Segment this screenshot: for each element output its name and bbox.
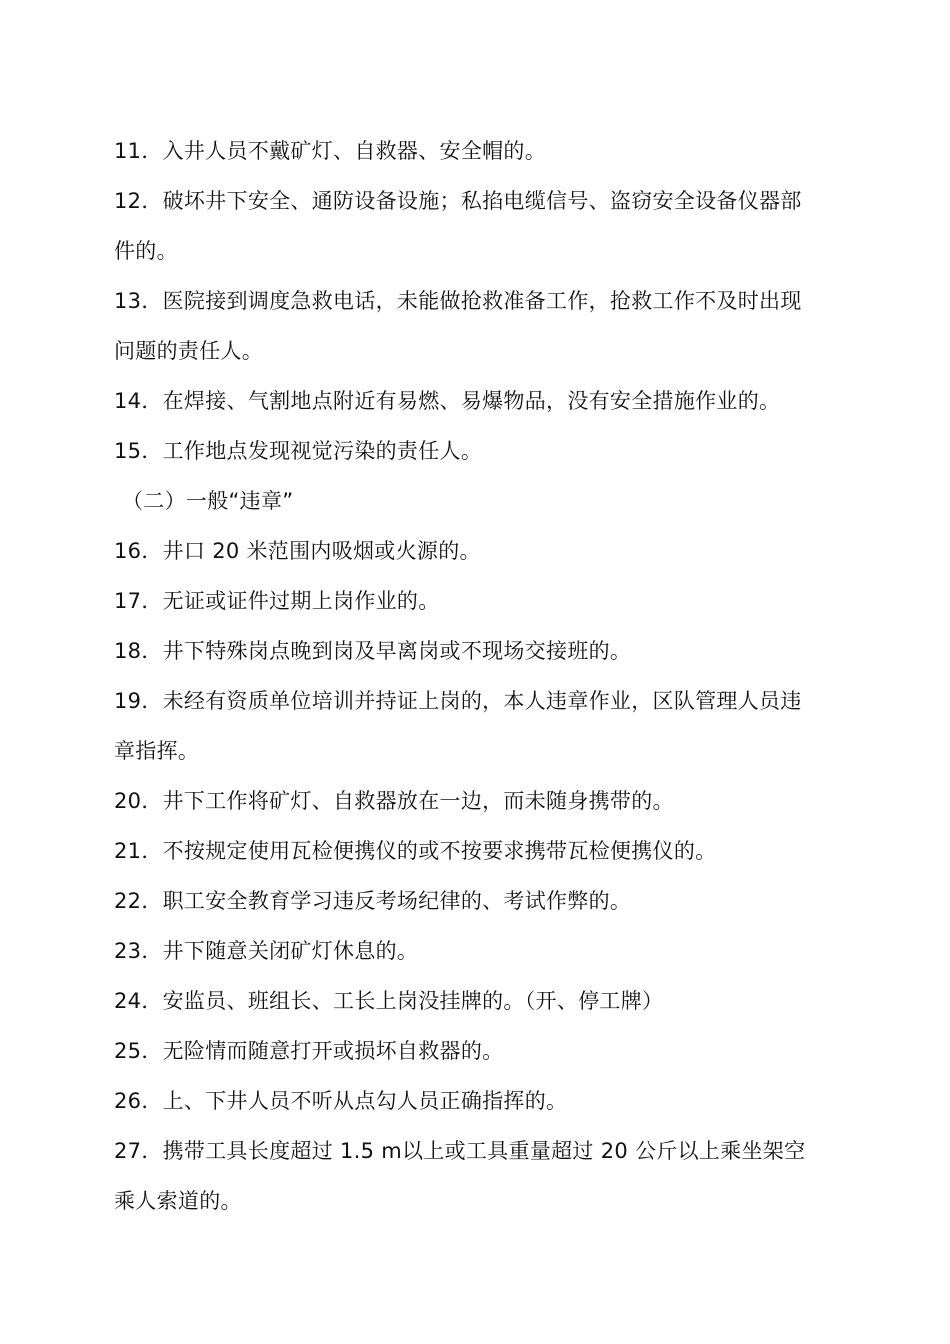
item-16: 16．井口 20 米范围内吸烟或火源的。 [114, 539, 481, 563]
item-24: 24．安监员、班组长、工长上岗没挂牌的。（开、停工牌） [114, 989, 664, 1013]
item-17: 17．无证或证件过期上岗作业的。 [114, 589, 440, 613]
item-19-line-1: 19．未经有资质单位培训并持证上岗的，本人违章作业，区队管理人员违 [114, 689, 802, 713]
item-11: 11．入井人员不戴矿灯、自救器、安全帽的。 [114, 139, 547, 163]
item-19-line-2: 章指挥。 [114, 739, 200, 763]
item-20: 20．井下工作将矿灯、自救器放在一边，而未随身携带的。 [114, 789, 674, 813]
item-22: 22．职工安全教育学习违反考场纪律的、考试作弊的。 [114, 889, 632, 913]
item-13-line-1: 13．医院接到调度急救电话，未能做抢救准备工作，抢救工作不及时出现 [114, 289, 802, 313]
item-13-line-2: 问题的责任人。 [114, 339, 264, 363]
item-21: 21．不按规定使用瓦检便携仪的或不按要求携带瓦检便携仪的。 [114, 839, 717, 863]
item-23: 23．井下随意关闭矿灯休息的。 [114, 939, 419, 963]
item-12-line-1: 12．破坏井下安全、通防设备设施；私掐电缆信号、盗窃安全设备仪器部 [114, 189, 802, 213]
item-27-line-1: 27．携带工具长度超过 1.5 m以上或工具重量超过 20 公斤以上乘坐架空 [114, 1139, 806, 1163]
section-heading-general-violations: （二）一般“违章” [122, 489, 294, 513]
item-26: 26．上、下井人员不听从点勾人员正确指挥的。 [114, 1089, 568, 1113]
item-25: 25．无险情而随意打开或损坏自救器的。 [114, 1039, 504, 1063]
item-14: 14．在焊接、气割地点附近有易燃、易爆物品，没有安全措施作业的。 [114, 389, 781, 413]
item-15: 15．工作地点发现视觉污染的责任人。 [114, 439, 483, 463]
item-27-line-2: 乘人索道的。 [114, 1189, 242, 1213]
document-body [114, 126, 840, 1226]
item-12-line-2: 件的。 [114, 239, 178, 263]
item-18: 18．井下特殊岗点晚到岗及早离岗或不现场交接班的。 [114, 639, 632, 663]
